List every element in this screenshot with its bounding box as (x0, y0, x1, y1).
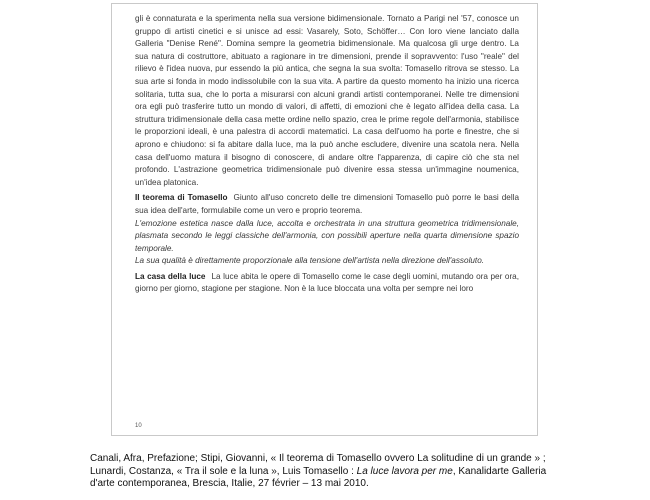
page-body (135, 13, 519, 296)
section-teorema (135, 192, 519, 217)
page-number: 10 (135, 423, 142, 429)
section-text: La luce abita le opere di Tomasello come le case degli uomini, mutando ora per ora, giorno per giorno, stagione per stagione. Non è la luce bloccata una volta per sempre nei loro (135, 271, 519, 294)
citation-caption (90, 453, 570, 491)
theorem-statement: L'emozione estetica nasce dalla luce, accolta e orchestrata in una struttura geometrica tridimensionale, plasmata secondo le leggi classiche dell'armonia, con possibili aperture nella quarta dimensione spazio temporale. (135, 218, 519, 253)
caption-title: La luce lavora per me (356, 465, 453, 477)
section-casa-luce (135, 271, 519, 296)
caption-text-end: , Kanalidarte Galleria d'arte contemporanea, Brescia, Italie, 27 février – 13 mai 2010. (90, 465, 547, 490)
section-text: Giunto all'uso concreto delle tre dimensioni Tomasello può porre le basi della sua idea dell'arte, formulabile come un vero e proprio teorema. (135, 193, 520, 215)
document-page (111, 3, 538, 436)
body-paragraph: gli è connaturata e la sperimenta nella sua versione bidimensionale. Tornato a Parigi nel '57, conosce un gruppo di artisti cinetici e si unisce ad essi: Vasarely, Soto, Schöffer… Con loro viene lanciato dalla Galleria "Denise René". Domina sempre la geometria bidimensionale. Ma qualcosa gli urge dentro. La sua natura di costruttore, abituato a ragionare in tre dimensioni, prende il sopravvento: l'uso "reale" del rilievo è l'idea nuova, pur essendo la più antica, che segna la sua svolta: Tomasello ritrova se stesso. La sua arte si fonda in modo indissolubile con la sua vita. A partire da questo momento ha inizio una ricerca solitaria, tutta sua, che lo porta a misurarsi con alcuni grandi artisti contemporanei. Nelle tre dimensioni ora egli può trasferire tutto un mondo di valori, di affetti, di emozioni che è legato all'idea della casa. La struttura tridimensionale della casa mette ordine nello spazio, crea le prime regole dell'armonia, stabilisce le proporzioni ideali, è una palestra di accordi matematici. La casa dell'uomo ha porte e finestre, che si aprono e chiudono: si fa abitare dalla luce, ma la può anche escludere, divenire una scatola nera. Nella casa dell'uomo matura il bisogno di conoscere, di andare oltre l'apparenza, di capire ciò che sta nel profondo. L'astrazione geometrica tridimensionale può divenire essa stessa un'immagine noumenica, un'idea platonica. (135, 14, 519, 187)
caption-text: Canali, Afra, Prefazione; Stipi, Giovanni, « Il teorema di Tomasello ovvero La solitudine di un grande » ; Lunardi, Costanza, « Tra il sole e la luna », Luis Tomasello : (90, 453, 546, 477)
section-heading: Il teorema di Tomasello (135, 193, 228, 203)
theorem-corollary: La sua qualità è direttamente proporzionale alla tensione dell'artista nella direzione dell'assoluto. (135, 256, 485, 266)
section-heading: La casa della luce (135, 271, 206, 281)
